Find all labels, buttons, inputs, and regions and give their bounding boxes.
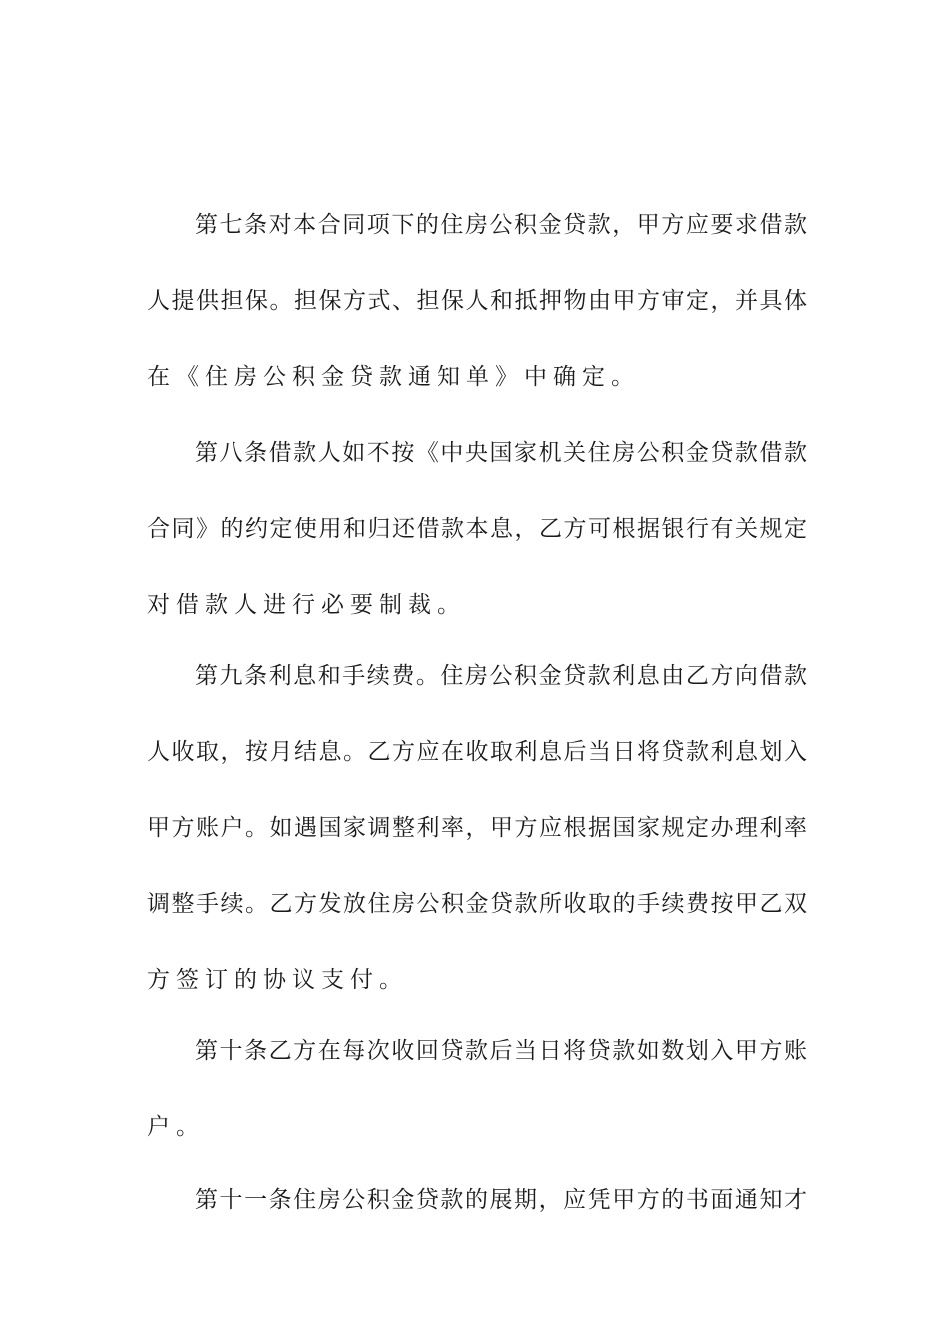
article-9-line-4: 调整手续。乙方发放住房公积金贷款所收取的手续费按甲乙双 bbox=[147, 891, 807, 917]
article-8-line-2: 合同》的约定使用和归还借款本息，乙方可根据银行有关规定 bbox=[147, 516, 807, 542]
article-9-line-2: 人收取，按月结息。乙方应在收取利息后当日将贷款利息划入 bbox=[147, 739, 807, 765]
article-7-line-1: 第七条对本合同项下的住房公积金贷款，甲方应要求借款 bbox=[195, 212, 807, 238]
article-9-line-3: 甲方账户。如遇国家调整利率，甲方应根据国家规定办理利率 bbox=[147, 815, 807, 841]
article-9-line-5: 方签订的协议支付。 bbox=[147, 967, 408, 993]
article-10-line-2: 户。 bbox=[147, 1114, 205, 1140]
article-11-line-1: 第十一条住房公积金贷款的展期，应凭甲方的书面通知才 bbox=[195, 1187, 807, 1213]
article-7-line-3: 在《住房公积金贷款通知单》中确定。 bbox=[147, 364, 640, 390]
article-8-line-3: 对借款人进行必要制裁。 bbox=[147, 592, 466, 618]
article-9-line-1: 第九条利息和手续费。住房公积金贷款利息由乙方向借款 bbox=[195, 663, 807, 689]
article-7-line-2: 人提供担保。担保方式、担保人和抵押物由甲方审定，并具体 bbox=[147, 288, 807, 314]
article-10-line-1: 第十条乙方在每次收回贷款后当日将贷款如数划入甲方账 bbox=[195, 1038, 807, 1064]
article-8-line-1: 第八条借款人如不按《中央国家机关住房公积金贷款借款 bbox=[195, 440, 807, 466]
